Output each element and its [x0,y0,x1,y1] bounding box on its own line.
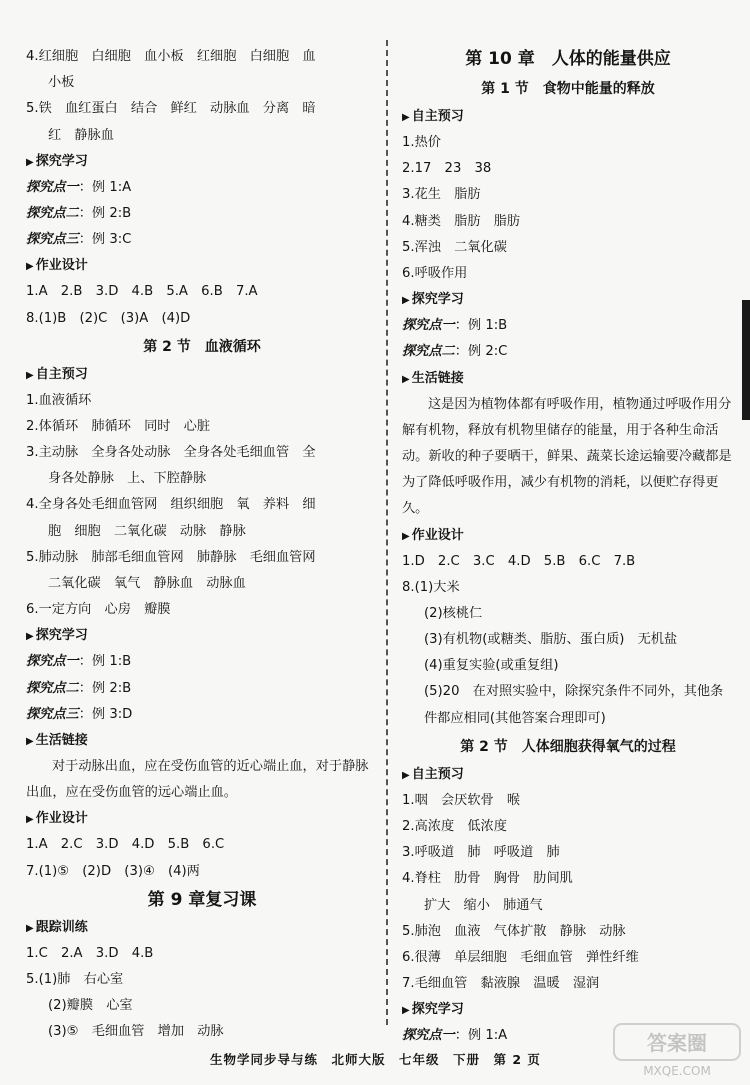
binding-edge [742,300,750,420]
section-heading: ▶ 生活链接 [402,370,464,386]
answer-line: 红 静脉血 [48,127,114,143]
answer-line: 2.17 23 38 [402,161,492,177]
answer-line: (4)重复实验(或重复组) [424,658,559,674]
answer-line: 小板 [48,75,75,91]
column-divider [386,40,388,1025]
answer-line: 6.很薄 单层细胞 毛细血管 弹性纤维 [402,949,639,965]
answer-line: 4.全身各处毛细血管网 组织细胞 氧 养料 细 [26,497,316,513]
answer-line: 3.主动脉 全身各处动脉 全身各处毛细血管 全 [26,445,316,461]
answer-line: 3.呼吸道 肺 呼吸道 肺 [402,845,560,861]
section-title: 第 1 节 食物中能量的释放 [481,81,655,97]
answer-line: 扩大 缩小 肺通气 [424,897,543,913]
triangle-right-icon: ▶ [402,769,410,781]
answer-line: 5.肺泡 血液 气体扩散 静脉 动脉 [402,923,626,939]
answer-line: (2)核桃仁 [424,605,483,621]
paragraph: 这是因为植物体都有呼吸作用，植物通过呼吸作用分解有机物，释放有机物里储存的能量，用于各种生命活动。新收的种子要晒干，鲜果、蔬菜长途运输要冷藏都是为了降低呼吸作用，减少有机物的消耗，以便贮存得更久。 [402,396,732,517]
answer-line: 1.D 2.C 3.C 4.D 5.B 6.C 7.B [402,553,636,569]
answer-line: 探究点一：例 1:B [402,318,508,334]
answer-line: 2.高浓度 低浓度 [402,819,507,835]
triangle-right-icon: ▶ [26,735,34,747]
section-heading: ▶ 探究学习 [26,153,88,169]
answer-line: 3.花生 脂肪 [402,187,481,203]
answer-line: 8.(1)大米 [402,579,460,595]
triangle-right-icon: ▶ [26,261,34,273]
answer-line: 1.血液循环 [26,392,92,408]
left-column [26,44,378,1045]
answer-line: 探究点一：例 1:B [26,654,132,670]
section-heading: ▶ 自主预习 [26,366,88,382]
answer-line: 探究点二：例 2:C [402,344,508,360]
watermark-text: 答案圈 [647,1031,707,1055]
answer-line: 6.一定方向 心房 瓣膜 [26,602,171,618]
answer-line: 1.A 2.B 3.D 4.B 5.A 6.B 7.A [26,284,258,300]
answer-line: 8.(1)B (2)C (3)A (4)D [26,310,191,326]
section-heading: ▶ 探究学习 [402,1002,464,1018]
answer-line: 5.肺动脉 肺部毛细血管网 肺静脉 毛细血管网 [26,549,316,565]
section-heading: ▶ 自主预习 [402,109,464,124]
answer-line: 探究点一：例 1:A [402,1028,508,1044]
triangle-right-icon: ▶ [26,814,34,826]
triangle-right-icon: ▶ [26,631,34,643]
answer-line: 探究点二：例 2:B [26,205,132,221]
section-heading: ▶ 作业设计 [26,811,88,827]
triangle-right-icon: ▶ [402,373,410,385]
answer-line: 二氧化碳 氧气 静脉血 动脉血 [48,576,246,591]
section-heading: ▶ 探究学习 [26,628,88,644]
triangle-right-icon: ▶ [402,1005,410,1017]
watermark-url: MXQE.COM [643,1064,711,1078]
triangle-right-icon: ▶ [26,156,34,168]
page-footer: 生物学同步导与练 北师大版 七年级 下册 第 2 页 [210,1052,541,1067]
answer-line: 4.糖类 脂肪 脂肪 [402,213,521,229]
answer-line: 4.红细胞 白细胞 血小板 红细胞 白细胞 血 [26,49,316,64]
answer-line: 7.(1)⑤ (2)D (3)④ (4)两 [26,863,200,879]
answer-line: (3)⑤ 毛细血管 增加 动脉 [48,1024,224,1040]
answer-line: 探究点二：例 2:B [26,680,132,696]
answer-line: 5.(1)肺 右心室 [26,971,124,987]
answer-line: 7.毛细血管 黏液腺 温暖 湿润 [402,976,600,992]
right-column [402,44,734,1050]
section-heading: ▶ 作业设计 [402,527,464,543]
section-heading: ▶ 作业设计 [26,258,88,274]
answer-line: 1.咽 会厌软骨 喉 [402,792,521,808]
answer-line: 1.C 2.A 3.D 4.B [26,945,154,961]
answer-line: 5.铁 血红蛋白 结合 鲜红 动脉血 分离 暗 [26,101,316,117]
section-heading: ▶ 探究学习 [402,292,464,308]
answer-line: 1.热价 [402,135,441,150]
section-title: 第 2 节 血液循环 [143,338,261,355]
answer-line: (5)20 在对照实验中，除探究条件不同外，其他条件都应相同(其他答案合理即可) [424,684,724,726]
answer-line: 5.浑浊 二氧化碳 [402,239,507,255]
triangle-right-icon: ▶ [26,369,34,381]
answer-line: 探究点一：例 1:A [26,179,132,195]
answer-line: 1.A 2.C 3.D 4.D 5.B 6.C [26,837,225,853]
section-heading: ▶ 跟踪训练 [26,919,88,935]
answer-line: 2.体循环 肺循环 同时 心脏 [26,418,211,434]
answer-line: 探究点三：例 3:D [26,706,133,722]
section-title: 第 2 节 人体细胞获得氧气的过程 [460,738,676,755]
triangle-right-icon: ▶ [402,112,410,123]
answer-line: 胞 细胞 二氧化碳 动脉 静脉 [48,523,246,539]
paragraph: 对于动脉出血，应在受伤血管的近心端止血，对于静脉出血，应在受伤血管的远心端止血。 [26,758,369,801]
triangle-right-icon: ▶ [402,530,410,542]
triangle-right-icon: ▶ [402,295,410,307]
chapter-title: 第 10 章 人体的能量供应 [465,49,671,69]
answer-line: 6.呼吸作用 [402,265,468,281]
review-title: 第 9 章复习课 [147,889,257,910]
watermark-logo [612,1022,742,1080]
answer-line: 4.脊柱 肋骨 胸骨 肋间肌 [402,871,573,887]
answer-line: (2)瓣膜 心室 [48,998,133,1014]
section-heading: ▶ 生活链接 [26,732,88,748]
answer-line: 身各处静脉 上、下腔静脉 [48,471,207,487]
triangle-right-icon: ▶ [26,922,34,934]
answer-line: 探究点三：例 3:C [26,232,132,248]
section-heading: ▶ 自主预习 [402,766,464,782]
answer-line: (3)有机物(或糖类、脂肪、蛋白质) 无机盐 [424,632,678,648]
